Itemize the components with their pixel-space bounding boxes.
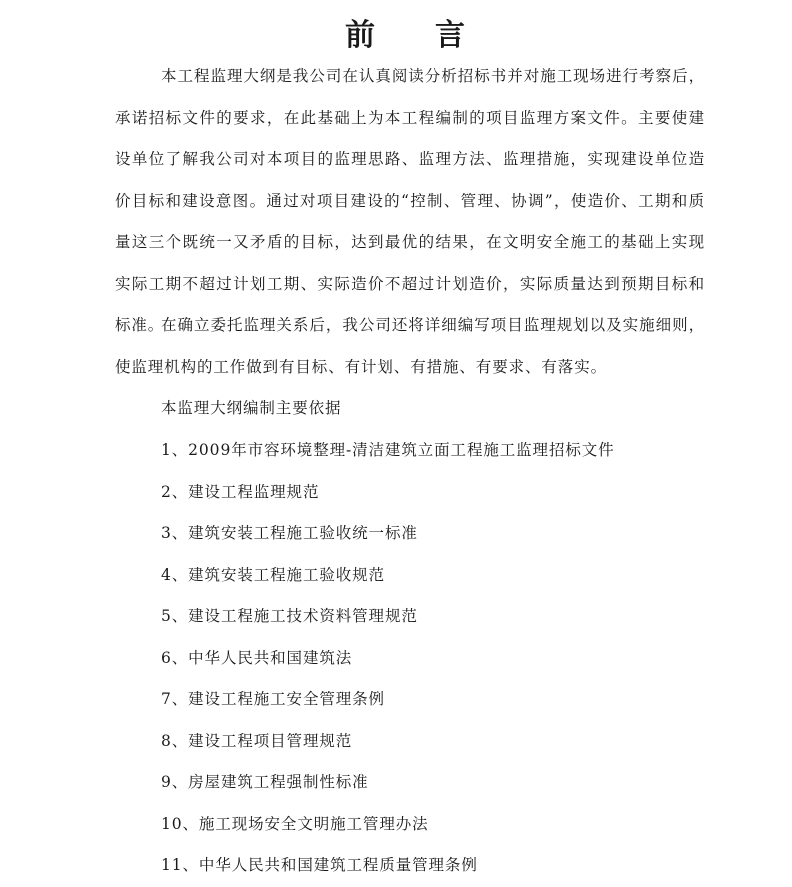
basis-list-item: 10、施工现场安全文明施工管理办法 <box>161 814 429 833</box>
basis-heading: 本监理大纲编制主要依据 <box>161 399 342 417</box>
basis-list <box>161 430 615 887</box>
title-char-right: 言 <box>435 18 467 53</box>
basis-list-item: 11、中华人民共和国建筑工程质量管理条例 <box>161 856 478 874</box>
basis-list-item: 1、2009年市容环境整理-清洁建筑立面工程施工监理招标文件 <box>161 441 615 459</box>
basis-list-item: 7、建设工程施工安全管理条例 <box>161 690 385 708</box>
basis-list-item: 3、建筑安装工程施工验收统一标准 <box>161 524 418 542</box>
basis-list-item: 5、建设工程施工技术资料管理规范 <box>161 607 418 625</box>
basis-list-item: 4、建筑安装工程施工验收规范 <box>161 565 385 584</box>
basis-list-item: 2、建设工程监理规范 <box>161 482 320 501</box>
title-char-left: 前 <box>345 18 377 53</box>
preface-paragraph-2: 在确立委托监理关系后，我公司还将详细编写项目监理规划以及实施细则，使监理机构的工作做到有目标、有计划、有措施、有要求、有落实。 <box>115 316 705 376</box>
basis-list-item: 8、建设工程项目管理规范 <box>161 731 353 750</box>
basis-list-item: 9、房屋建筑工程强制性标准 <box>161 773 369 791</box>
preface-paragraph-1: 本工程监理大纲是我公司在认真阅读分析招标书并对施工现场进行考察后，承诺招标文件的要求，在此基础上为本工程编制的项目监理方案文件。主要使建设单位了解我公司对本项目的监理思路、监理方法、监理措施，实现建设单位造价目标和建设意图。通过对项目建设的“控制、管理、协调”，使造价、工期和质量这三个既统一又矛盾的目标，达到最优的结果，在文明安全施工的基础上实现实际工期不超过计划工期、实际造价不超过计划造价，实际质量达到预期目标和标准。 <box>115 67 705 334</box>
basis-list-item: 6、中华人民共和国建筑法 <box>161 648 353 667</box>
page-title <box>0 14 792 58</box>
